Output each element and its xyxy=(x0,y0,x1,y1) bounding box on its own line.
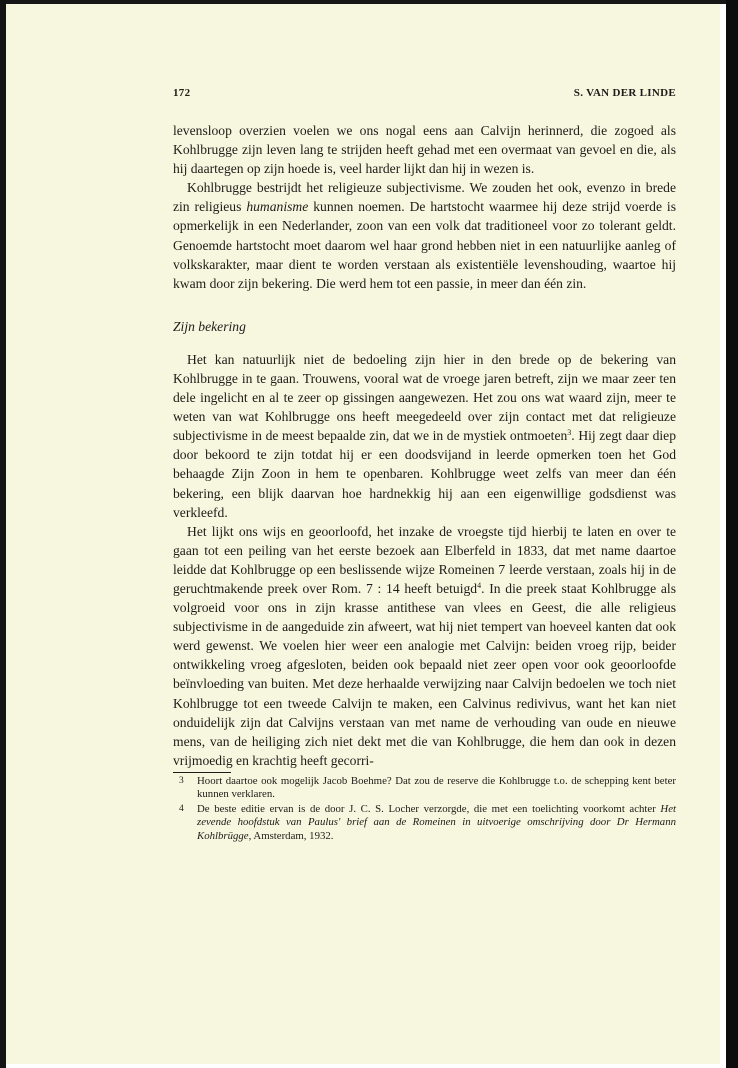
footnote-ref-3: 3 xyxy=(567,428,572,438)
footnote-ref-4: 4 xyxy=(477,580,482,590)
page-number: 172 xyxy=(173,87,191,99)
section-heading: Zijn bekering xyxy=(173,318,246,334)
paragraph-2: Kohlbrugge bestrijdt het religieuze subjectivisme. We zouden het ook, evenzo in brede zin religieus humanisme kunnen noemen. De hartstocht waarmee hij deze strijd voerde is opmerkelijk in een Nederlander, zoon van een volk dat traditioneel voor zo tolerant geldt. Genoemde hartstocht moet daarom wel haar grond hebben niet in een natuurlijke aanleg of volkskarakter, maar dient te worden verstaan als existentiële levenshouding, waartoe hij kwam door zijn bekering. Die werd hem tot een passie, in meer dan één zin. xyxy=(173,180,676,291)
footnote-4: 4 De beste editie ervan is de door J. C. S. Locher verzorgde, die met een toelichting voorkomt achter Het zevende hoofdstuk van Paulus' brief aan de Romeinen in uitvoerige omschrijving door Dr Hermann Kohlbrügge, Amsterdam, 1932. xyxy=(179,802,676,842)
emphasis-humanisme: humanisme xyxy=(246,199,309,215)
paper-sheet xyxy=(6,4,720,1064)
paragraph-4: Het lijkt ons wijs en geoorloofd, het inzake de vroegste tijd hierbij te laten en over te gaan tot een peiling van het eerste bezoek aan Elberfeld in 1833, dat met name daartoe leidde dat Kohlbrugge op een beslissende wijze Romeinen 7 leerde verstaan, zoals hij in de geruchtmakende preek over Rom. 7 : 14 heeft betuigd$^4$. In die preek staat Kohlbrugge als volgroeid voor ons in zijn krasse antithese van vlees en Geest, die alle religieus subjectivisme in de aangeduide zin afweert, wat hij niet tempert van hoeveel kanten dat ook werd gewenst. We voelen hier weer een analogie met Calvijn: beiden vroeg rijp, beider ontwikkeling vroeg afgesloten, beiden ook bepaald niet zeer open voor ook geoorloofde beïnvloeding van buiten. Met deze herhaalde verwijzing naar Calvijn bedoelen we toch niet Kohlbrugge tot een tweede Calvijn te maken, een Calvinus redivivus, want het kan niet onduidelijk zijn dat Calvijns verstaan van met name de verhouding van oude en nieuwe mens, van de heiliging zich niet dekt met die van Kohlbrugge, die hem dan ook in dezen vrijmoedig en krachtig heeft gecorri- xyxy=(173,523,676,768)
footnote-separator xyxy=(173,772,231,773)
running-header xyxy=(173,87,676,105)
footnote-mark-4: 4 xyxy=(179,803,184,814)
paragraph-3: Het kan natuurlijk niet de bedoeling zijn hier in den brede op de bekering van Kohlbrugge in te gaan. Trouwens, vooral wat de vroege jaren betreft, zijn we maar zeer ten dele ingelicht en al te zeer op gissingen aangewezen. Het zou ons wat waard zijn, meer te weten van wat Kohlbrugge ons heeft meegedeeld over zijn contact met dat religieuze subjectivisme in de meest bepaalde zin, dat we in de mystiek ontmoeten$^3$. Hij zegt daar diep door bekoord te zijn totdat hij er een doodsvijand in leerde opmerken toen het God behaagde Zijn Zoon in hem te openbaren. Kohlbrugge weet zelfs van meer dan één bekering, een blijk daarvan hoe hardnekkig hij aan een eigenwillige godsdienst was verkleefd. xyxy=(173,351,676,520)
footnotes xyxy=(173,775,676,843)
paragraph-1: levensloop overzien voelen we ons nogal eens aan Calvijn herinnerd, die zogoed als Kohlbrugge zijn leven lang te strijden heeft gehad met een overmaat van gevoel en die, als hij daartegen op zijn hoede is, veel harder lijkt dan hij in wezen is. xyxy=(173,123,676,177)
footnote-4-title: Het zevende hoofdstuk van Paulus' brief aan de Romeinen in uitvoerige omschrijving door Dr Hermann Kohlbrügge xyxy=(197,802,676,842)
scan-border-right xyxy=(726,0,738,1068)
footnote-text-3: Hoort daartoe ook mogelijk Jacob Boehme? Dat zou de reserve die Kohlbrugge t.o. de schepping kent beter kunnen verklaren. xyxy=(197,774,676,801)
body-text xyxy=(173,121,676,770)
running-head-author: S. VAN DER LINDE xyxy=(573,87,676,99)
footnote-3 xyxy=(173,775,676,802)
footnote-mark-3: 3 xyxy=(179,775,184,786)
text-block xyxy=(173,87,676,844)
